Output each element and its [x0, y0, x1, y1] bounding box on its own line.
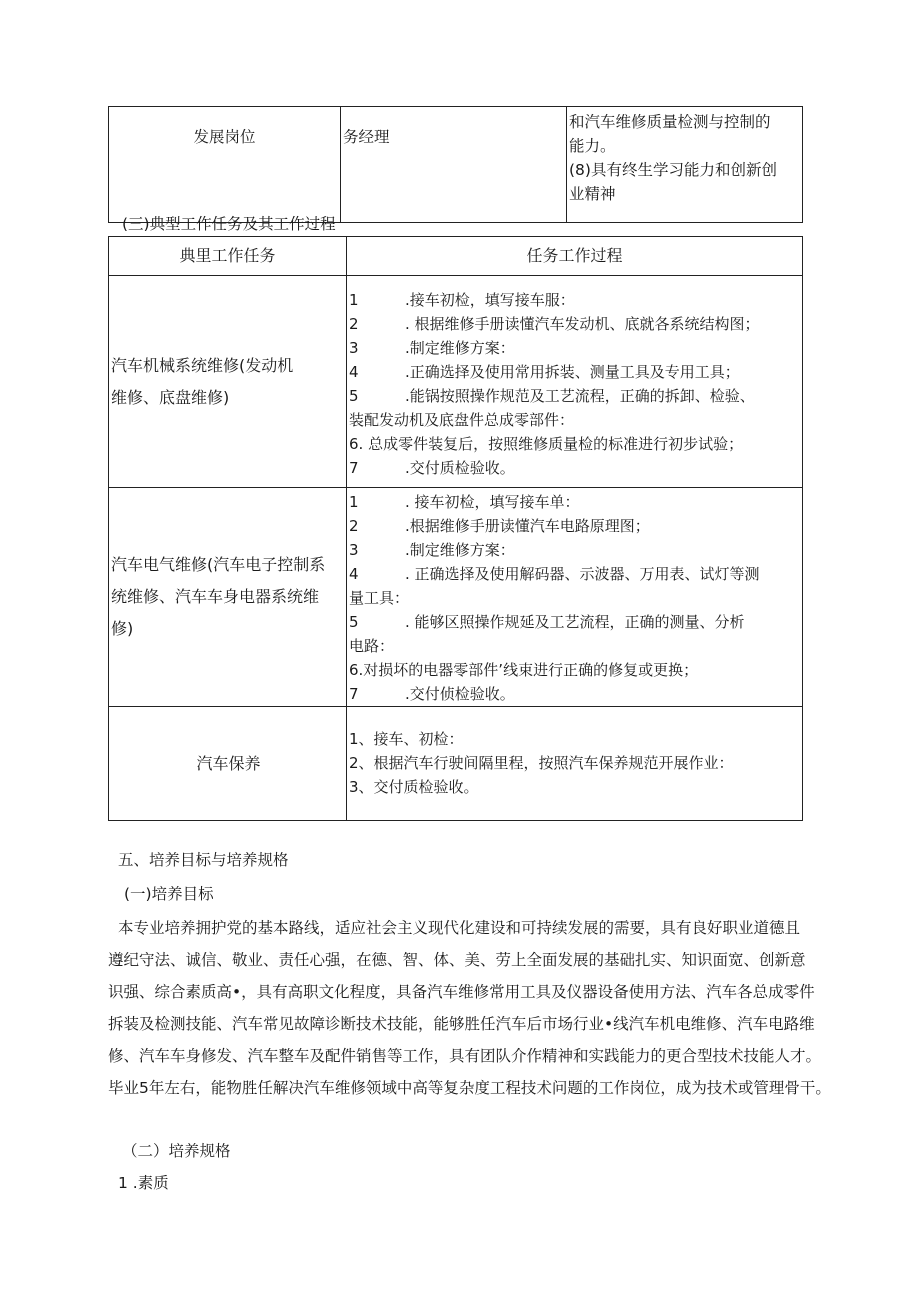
ability-line: 能力。: [569, 137, 616, 155]
task-steps-cell: [347, 707, 803, 821]
paragraph-line: 本专业培养拥护党的基本路线，适应社会主义现代化建设和可持续发展的需要，具有良好职业道德且: [118, 919, 801, 937]
position-label: 发展岗位: [193, 128, 256, 146]
header-process: 任务工作过程: [347, 237, 803, 276]
table-row: [109, 276, 803, 488]
step-number: 7: [349, 685, 359, 703]
step-text: . 正确选择及使用解码器、示波器、万用表、试灯等测: [405, 565, 760, 583]
section3-title: (三)典型工作任务及其工作过程: [122, 215, 336, 233]
task-line: 汽车电气维修(汽车电子控制系: [111, 555, 326, 574]
step-text: .正确选择及使用常用拆装、测量工具及专用工具；: [405, 363, 740, 381]
step-number: 1: [349, 291, 359, 309]
training-goal-paragraph: [108, 912, 831, 1104]
step-number: 7: [349, 459, 359, 477]
step-line: [349, 360, 798, 384]
paragraph-line: 遵纪守法、诚信、敬业、责任心强，在德、智、体、美、劳上全面发展的基础扎实、知识面宽、创新意: [108, 951, 806, 969]
ability-line: (8)具有终生学习能力和创新创: [569, 161, 777, 179]
step-line: [349, 610, 798, 634]
step-line: [349, 538, 798, 562]
table-row: [109, 707, 803, 821]
position-cell: [109, 107, 341, 223]
table-header-row: [109, 237, 803, 276]
step-number: 2: [349, 315, 359, 333]
section5-title: 五、培养目标与培养规格: [118, 851, 289, 869]
item1-title: 1 .素质: [118, 1174, 169, 1192]
step-line: 6.对损坏的电器零部件’线束进行正确的修复或更换；: [349, 661, 699, 679]
task-line: 汽车机械系统维修(发动机: [111, 355, 294, 375]
task-table: [108, 236, 803, 821]
task-steps-cell: [347, 276, 803, 488]
step-line: [349, 490, 798, 514]
paragraph-line: 毕业5年左右，能物胜任解决汽车维修领域中高等复杂度工程技术问题的工作岗位，成为技术或管理骨干。: [108, 1079, 831, 1097]
step-line: [349, 312, 798, 336]
table-row: [109, 488, 803, 707]
paragraph-line: 修、汽车车身修发、汽车整车及配件销售等工作，具有团队介作精神和实践能力的更合型技术技能人才。: [108, 1047, 822, 1065]
subsection1-title: (一)培养目标: [124, 885, 214, 903]
step-continuation: 装配发动机及底盘件总成零部件：: [349, 411, 575, 429]
step-number: 4: [349, 565, 359, 583]
step-text: .能锅按照操作规范及工艺流程，正确的拆卸、检验、: [405, 387, 755, 405]
step-text: .制定维修方案：: [405, 339, 515, 357]
step-text: .交付质检验收。: [405, 459, 515, 477]
task-line: 维修、底盘维修): [111, 387, 230, 407]
step-number: 5: [349, 387, 359, 405]
step-number: 3: [349, 541, 359, 559]
step-continuation: 电路：: [349, 637, 395, 655]
step-text: .根据维修手册读懂汽车电路原理图；: [405, 517, 650, 535]
step-number: 1: [349, 493, 359, 511]
step-line: [349, 562, 798, 586]
step-line: 2、根据汽车行驶间隔里程，按照汽车保养规范开展作业：: [349, 754, 734, 772]
task-name-cell: [109, 707, 347, 821]
role-label: 务经理: [343, 128, 390, 146]
task-line: 修): [111, 619, 134, 638]
step-line: [349, 288, 798, 312]
step-line: [349, 456, 798, 480]
subsection2-title: （二）培养规格: [122, 1142, 231, 1160]
step-line: 1、接车、初检：: [349, 730, 464, 748]
paragraph-line: 拆装及检测技能、汽车常见故障诊断技术技能，能够胜任汽车后市场行业•线汽车机电维修、汽车电路维: [108, 1015, 815, 1033]
task-name-cell: [109, 276, 347, 488]
step-number: 3: [349, 339, 359, 357]
step-text: . 接车初检，填写接车单：: [405, 493, 580, 511]
task-line: 汽车保养: [196, 753, 261, 773]
ability-line: 和汽车维修质量检测与控制的: [569, 113, 771, 131]
step-number: 4: [349, 363, 359, 381]
table-row: [109, 107, 803, 223]
step-number: 5: [349, 613, 359, 631]
step-text: .接车初检，填写接车服：: [405, 291, 575, 309]
step-line: [349, 682, 798, 706]
top-table: [108, 106, 803, 223]
step-continuation: 量工具：: [349, 589, 410, 607]
step-text: .制定维修方案：: [405, 541, 515, 559]
step-text: . 根据维修手册读懂汽车发动机、底就各系统结构图；: [405, 315, 760, 333]
step-line: 3、交付质检验收。: [349, 778, 479, 796]
step-line: [349, 514, 798, 538]
step-line: 6. 总成零件装复后，按照维修质量检的标准进行初步试验；: [349, 435, 744, 453]
step-line: [349, 336, 798, 360]
step-line: [349, 384, 798, 408]
task-steps-cell: [347, 488, 803, 707]
paragraph-line: 识强、综合素质高•，具有高职文化程度，具备汽车维修常用工具及仪器设备使用方法、汽车各总成零件: [108, 983, 815, 1001]
step-text: .交付侦检验收。: [405, 685, 515, 703]
step-number: 2: [349, 517, 359, 535]
task-name-cell: [109, 488, 347, 707]
step-text: . 能够区照操作规延及工艺流程，正确的测量、分析: [405, 613, 745, 631]
header-task: 典里工作任务: [109, 237, 347, 276]
task-line: 统维修、汽车车身电器系统维: [111, 587, 320, 606]
ability-line: 业精神: [569, 185, 616, 203]
role-cell: [341, 107, 567, 223]
ability-cell: [567, 107, 803, 223]
